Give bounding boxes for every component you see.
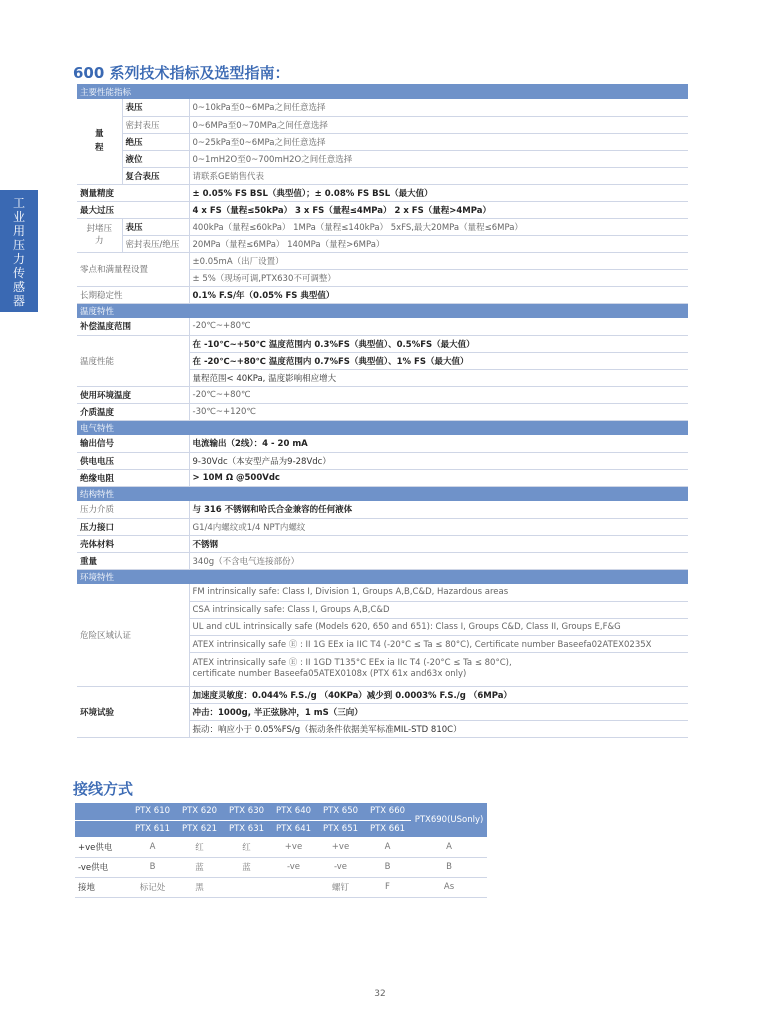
- wiring-cell: A: [364, 837, 411, 857]
- comp-temp-label: 补偿温度范围: [77, 318, 189, 335]
- table-row: [77, 686, 688, 703]
- wiring-cell: 蓝: [176, 857, 223, 877]
- wiring-cell: B: [364, 857, 411, 877]
- model-header: PTX 660: [364, 803, 411, 820]
- table-row: [77, 235, 688, 252]
- hazard-value: FM intrinsically safe: Class I, Division 1, Groups A,B,C&D, Hazardous areas: [189, 584, 688, 601]
- hazard-value: ATEX intrinsically safe Ⓔ : II 1G EEx ia IIC T4 (-20°C ≤ Ta ≤ 80°C), Certificate number Baseefa02ATEX0235X: [189, 635, 688, 652]
- table-row: [75, 857, 487, 877]
- section-header: [77, 420, 688, 435]
- stability-value: 0.1% F.S/年（0.05% FS 典型值）: [189, 286, 688, 303]
- table-row: [77, 201, 688, 218]
- model-header: PTX 621: [176, 820, 223, 837]
- table-row: [77, 318, 688, 335]
- wiring-cell: -ve: [317, 857, 364, 877]
- hazard-value-line: certificate number Baseefa05ATEX0108x (PTX 61x and63x only): [192, 669, 467, 679]
- wiring-title: 接线方式: [73, 780, 134, 798]
- wiring-cell: B: [129, 857, 176, 877]
- wiring-row-label: 接地: [75, 877, 129, 897]
- table-row: [77, 501, 688, 518]
- section-header: [77, 569, 688, 584]
- zero-span-value: ±0.05mA（出厂设置）: [189, 252, 688, 269]
- wiring-cell: +ve: [317, 837, 364, 857]
- insulation-value: > 10M Ω @500Vdc: [189, 469, 688, 486]
- range-value: 0~25kPa至0~6MPa之间任意选择: [189, 133, 688, 150]
- table-row: [77, 252, 688, 269]
- output-label: 输出信号: [77, 435, 189, 452]
- wiring-cell: A: [411, 837, 487, 857]
- spec-table: [77, 84, 688, 738]
- port-value: G1/4内螺纹或1/4 NPT内螺纹: [189, 518, 688, 535]
- table-row: [77, 133, 688, 150]
- model-header: PTX 641: [270, 820, 317, 837]
- header-blank: [75, 803, 129, 820]
- range-value: 请联系GE销售代表: [189, 167, 688, 184]
- wiring-cell: 螺钉: [317, 877, 364, 897]
- env-test-label: 环境试验: [77, 686, 189, 737]
- zero-span-label: 零点和满量程设置: [77, 252, 189, 286]
- wiring-cell: [270, 877, 317, 897]
- table-row: [75, 837, 487, 857]
- wiring-header-row: [75, 803, 487, 820]
- hazard-value: UL and cUL intrinsically safe (Models 620, 650 and 651): Class I, Groups C&D, Class II, Groups E,F&G: [189, 618, 688, 635]
- table-row: [77, 218, 688, 235]
- port-label: 压力接口: [77, 518, 189, 535]
- table-row: [77, 116, 688, 133]
- burst-value: 20MPa（量程≤6MPa） 140MPa（量程>6MPa）: [189, 235, 688, 252]
- zero-span-value: ± 5%（现场可调,PTX630不可调整）: [189, 269, 688, 286]
- table-row: [77, 184, 688, 201]
- wiring-cell: 黑: [176, 877, 223, 897]
- housing-label: 壳体材料: [77, 535, 189, 552]
- range-label: 表压: [122, 99, 189, 116]
- env-test-value: 振动：响应小于 0.05%FS/g（振动条件依据美军标准MIL-STD 810C）: [189, 720, 688, 737]
- wiring-cell: 红: [223, 837, 270, 857]
- media-temp-label: 介质温度: [77, 403, 189, 420]
- stability-label: 长期稳定性: [77, 286, 189, 303]
- section-elec: 电气特性: [77, 420, 688, 435]
- burst-label: 表压: [122, 218, 189, 235]
- model-header: PTX 610: [129, 803, 176, 820]
- op-temp-value: -20℃~+80℃: [189, 386, 688, 403]
- wiring-cell: [223, 877, 270, 897]
- output-value: 电流输出（2线）：4 - 20 mA: [189, 435, 688, 452]
- temp-perf-value: 在 -10℃~+50℃ 温度范围内 0.3%FS（典型值）、0.5%FS（最大值）: [189, 335, 688, 352]
- temp-perf-value: 量程范围< 40KPa, 温度影响相应增大: [189, 369, 688, 386]
- wiring-cell: F: [364, 877, 411, 897]
- section-env: 环境特性: [77, 569, 688, 584]
- wiring-row-label: -ve供电: [75, 857, 129, 877]
- comp-temp-value: -20℃~+80℃: [189, 318, 688, 335]
- wiring-cell: A: [129, 837, 176, 857]
- range-label: 复合表压: [122, 167, 189, 184]
- table-row: [77, 167, 688, 184]
- range-category: 量程: [77, 99, 122, 184]
- table-row: [77, 584, 688, 601]
- wiring-cell: As: [411, 877, 487, 897]
- header-blank: [75, 820, 129, 837]
- section-main: 主要性能指标: [77, 84, 688, 99]
- table-row: [77, 335, 688, 352]
- range-label: 密封表压: [122, 116, 189, 133]
- burst-label: 密封表压/绝压: [122, 235, 189, 252]
- wiring-row-label: +ve供电: [75, 837, 129, 857]
- wiring-cell: 红: [176, 837, 223, 857]
- model-header: PTX 631: [223, 820, 270, 837]
- wiring-cell: 标记处: [129, 877, 176, 897]
- table-row: [77, 386, 688, 403]
- hazard-value: CSA intrinsically safe: Class I, Groups A,B,C&D: [189, 601, 688, 618]
- range-value: 0~6MPa至0~70MPa之间任意选择: [189, 116, 688, 133]
- burst-value: 400kPa（量程≤60kPa） 1MPa（量程≤140kPa） 5xFS,最大20MPa（量程≤6MPa）: [189, 218, 688, 235]
- wiring-table: [75, 803, 487, 898]
- model-header: PTX 650: [317, 803, 364, 820]
- insulation-label: 绝缘电阻: [77, 469, 189, 486]
- media-temp-value: -30℃~+120℃: [189, 403, 688, 420]
- table-row: [77, 99, 688, 116]
- section-struct: 结构特性: [77, 486, 688, 501]
- temp-perf-label: 温度性能: [77, 335, 189, 386]
- model-header: PTX 651: [317, 820, 364, 837]
- table-row: [77, 452, 688, 469]
- env-test-value: 冲击：1000g, 半正弦脉冲，1 mS（三向）: [189, 703, 688, 720]
- table-row: [77, 403, 688, 420]
- model-header: PTX 661: [364, 820, 411, 837]
- range-value: 0~10kPa至0~6MPa之间任意选择: [189, 99, 688, 116]
- model-header: PTX 630: [223, 803, 270, 820]
- wiring-cell: B: [411, 857, 487, 877]
- model-header: PTX 620: [176, 803, 223, 820]
- model-header: PTX 640: [270, 803, 317, 820]
- accuracy-value: ± 0.05% FS BSL（典型值）；± 0.08% FS BSL（最大值）: [189, 184, 688, 201]
- model-header-690: PTX690(USonly): [411, 803, 487, 837]
- table-row: [77, 286, 688, 303]
- page-title: 600 系列技术指标及选型指南：: [73, 64, 290, 82]
- accuracy-label: 测量精度: [77, 184, 189, 201]
- media-label: 压力介质: [77, 501, 189, 518]
- media-value: 与 316 不锈钢和哈氏合金兼容的任何液体: [189, 501, 688, 518]
- section-header: [77, 486, 688, 501]
- section-temp: 温度特性: [77, 303, 688, 318]
- table-row: [77, 469, 688, 486]
- table-row: [75, 877, 487, 897]
- table-row: [77, 552, 688, 569]
- temp-perf-value: 在 -20℃~+80℃ 温度范围内 0.7%FS（典型值）、1% FS（最大值）: [189, 352, 688, 369]
- env-test-value: 加速度灵敏度：0.044% F.S./g （40KPa）减少到 0.0003% F.S./g （6MPa）: [189, 686, 688, 703]
- range-value: 0~1mH2O至0~700mH2O之间任意选择: [189, 150, 688, 167]
- model-header: PTX 611: [129, 820, 176, 837]
- wiring-cell: -ve: [270, 857, 317, 877]
- table-row: [77, 535, 688, 552]
- wiring-cell: +ve: [270, 837, 317, 857]
- supply-value: 9-30Vdc（本安型产品为9-28Vdc）: [189, 452, 688, 469]
- range-label: 绝压: [122, 133, 189, 150]
- page-number: 32: [374, 989, 386, 999]
- hazard-label: 危险区域认证: [77, 584, 189, 686]
- overpressure-value: 4 x FS（量程≤50kPa） 3 x FS（量程≤4MPa） 2 x FS（量程>4MPa）: [189, 201, 688, 218]
- range-label: 液位: [122, 150, 189, 167]
- hazard-value: [189, 652, 688, 686]
- side-category-tab: [0, 190, 38, 312]
- section-header: [77, 84, 688, 99]
- weight-label: 重量: [77, 552, 189, 569]
- side-tab-label: 工业用压力传感器: [12, 196, 25, 308]
- table-row: [77, 435, 688, 452]
- overpressure-label: 最大过压: [77, 201, 189, 218]
- wiring-cell: 蓝: [223, 857, 270, 877]
- table-row: [77, 150, 688, 167]
- section-header: [77, 303, 688, 318]
- op-temp-label: 使用环境温度: [77, 386, 189, 403]
- housing-value: 不锈钢: [189, 535, 688, 552]
- hazard-value-line: ATEX intrinsically safe Ⓔ : II 1GD T135°C EEx ia IIc T4 (-20°C ≤ Ta ≤ 80°C),: [192, 658, 512, 668]
- table-row: [77, 518, 688, 535]
- burst-category: 封堵压力: [77, 218, 122, 252]
- weight-value: 340g（不含电气连接部份）: [189, 552, 688, 569]
- supply-label: 供电电压: [77, 452, 189, 469]
